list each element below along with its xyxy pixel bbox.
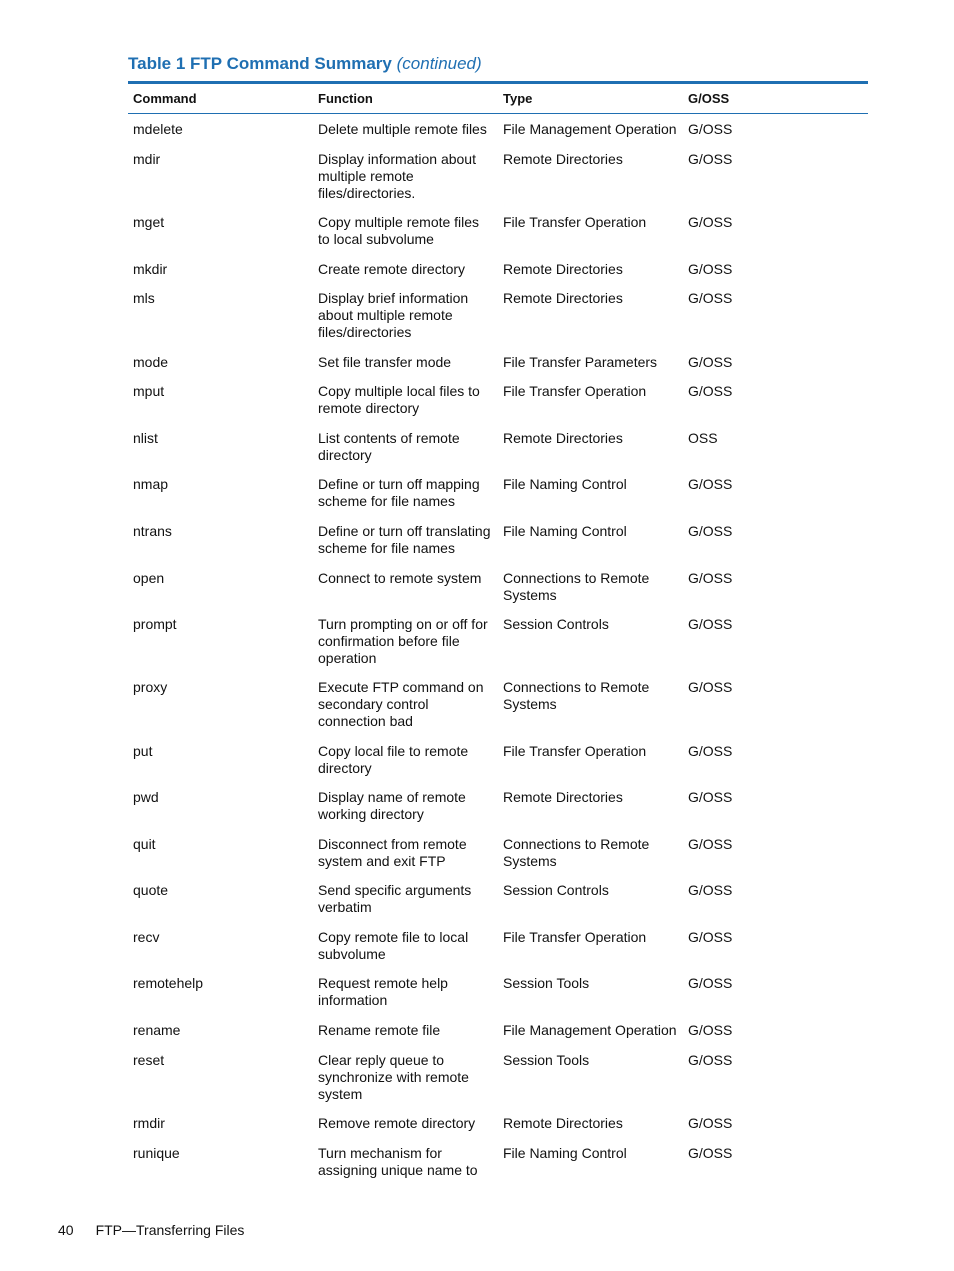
cell-function: Set file transfer mode [318, 354, 452, 370]
cell-type: Session Tools [503, 975, 590, 991]
cell-type: Connections to Remote Systems [503, 836, 650, 869]
cell-type: File Transfer Parameters [503, 354, 658, 370]
cell-command: quit [133, 836, 156, 852]
cell-type: Remote Directories [503, 430, 623, 446]
table-row [128, 476, 868, 523]
header-function: Function [318, 91, 373, 106]
cell-goss: G/OSS [688, 836, 733, 852]
table-row [128, 743, 868, 789]
cell-goss: G/OSS [688, 975, 733, 991]
cell-goss: G/OSS [688, 354, 733, 370]
table-row [128, 261, 868, 290]
cell-function: Copy multiple local files to remote directory [318, 383, 480, 416]
table-row [128, 151, 868, 214]
section-title: FTP—Transferring Files [95, 1222, 245, 1238]
cell-function: Define or turn off mapping scheme for file names [318, 476, 480, 509]
table-row [128, 1052, 868, 1115]
cell-function: Request remote help information [318, 975, 448, 1008]
cell-command: ntrans [133, 523, 172, 539]
cell-command: nmap [133, 476, 169, 492]
header-goss: G/OSS [688, 91, 730, 106]
cell-type: Session Controls [503, 882, 609, 898]
table-caption [128, 54, 482, 74]
cell-goss: G/OSS [688, 929, 733, 945]
cell-type: Remote Directories [503, 261, 623, 277]
header-command: Command [133, 91, 197, 106]
cell-goss: G/OSS [688, 679, 733, 695]
cell-goss: G/OSS [688, 882, 733, 898]
cell-goss: G/OSS [688, 121, 733, 137]
cell-function: Clear reply queue to synchronize with remote system [318, 1052, 469, 1102]
page-footer [58, 1222, 244, 1238]
cell-type: Connections to Remote Systems [503, 570, 650, 603]
cell-goss: G/OSS [688, 523, 733, 539]
page-number: 40 [58, 1222, 74, 1238]
cell-function: Rename remote file [318, 1022, 441, 1038]
table-row [128, 789, 868, 836]
cell-function: Disconnect from remote system and exit FTP [318, 836, 467, 869]
table-row [128, 616, 868, 679]
cell-goss: G/OSS [688, 1022, 733, 1038]
cell-goss: G/OSS [688, 214, 733, 230]
cell-command: mode [133, 354, 169, 370]
table-row [128, 570, 868, 616]
cell-goss: G/OSS [688, 616, 733, 632]
cell-command: mkdir [133, 261, 168, 277]
cell-command: mdelete [133, 121, 183, 137]
table-row [128, 975, 868, 1022]
table-row [128, 1145, 868, 1185]
cell-command: remotehelp [133, 975, 204, 991]
cell-type: Remote Directories [503, 151, 623, 167]
cell-goss: G/OSS [688, 1115, 733, 1131]
table-row [128, 1115, 868, 1145]
cell-command: nlist [133, 430, 158, 446]
cell-command: proxy [133, 679, 168, 695]
cell-command: pwd [133, 789, 159, 805]
cell-type: File Transfer Operation [503, 929, 647, 945]
cell-type: Remote Directories [503, 789, 623, 805]
cell-function: Delete multiple remote files [318, 121, 487, 137]
cell-command: put [133, 743, 153, 759]
cell-type: Connections to Remote Systems [503, 679, 650, 712]
cell-command: quote [133, 882, 169, 898]
cell-command: mput [133, 383, 165, 399]
cell-type: File Naming Control [503, 476, 627, 492]
table-row [128, 430, 868, 476]
cell-function: Display brief information about multiple remote files/directories [318, 290, 469, 340]
cell-goss: G/OSS [688, 743, 733, 759]
cell-function: Connect to remote system [318, 570, 482, 586]
cell-command: recv [133, 929, 160, 945]
cell-function: Copy remote file to local subvolume [318, 929, 469, 962]
table-header-rule [128, 113, 868, 114]
cell-type: Session Controls [503, 616, 609, 632]
table-row [128, 214, 868, 261]
cell-function: Create remote directory [318, 261, 466, 277]
cell-function: Copy multiple remote files to local subvolume [318, 214, 480, 247]
cell-function: Send specific arguments verbatim [318, 882, 472, 915]
table-row [128, 679, 868, 743]
cell-command: mget [133, 214, 165, 230]
table-row [128, 354, 868, 383]
header-type: Type [503, 91, 533, 106]
table-body [128, 121, 868, 1185]
cell-command: open [133, 570, 165, 586]
cell-goss: G/OSS [688, 383, 733, 399]
cell-function: Remove remote directory [318, 1115, 476, 1131]
cell-goss: G/OSS [688, 570, 733, 586]
table-row [128, 1022, 868, 1052]
cell-goss: G/OSS [688, 789, 733, 805]
cell-goss: G/OSS [688, 151, 733, 167]
cell-goss: OSS [688, 430, 718, 446]
cell-command: rename [133, 1022, 181, 1038]
cell-type: Session Tools [503, 1052, 590, 1068]
table-top-rule [128, 81, 868, 84]
cell-function: Display information about multiple remote files/directories. [318, 151, 476, 201]
table-row [128, 523, 868, 570]
table-title: Table 1 FTP Command Summary [128, 54, 392, 73]
cell-type: File Naming Control [503, 1145, 627, 1161]
cell-function: Turn mechanism for assigning unique name to [318, 1145, 478, 1178]
table-row [128, 929, 868, 975]
cell-goss: G/OSS [688, 261, 733, 277]
table-row [128, 882, 868, 929]
cell-command: rmdir [133, 1115, 165, 1131]
cell-type: File Management Operation [503, 121, 677, 137]
cell-goss: G/OSS [688, 476, 733, 492]
cell-command: mls [133, 290, 155, 306]
cell-type: Remote Directories [503, 290, 623, 306]
cell-function: Copy local file to remote directory [318, 743, 469, 776]
cell-goss: G/OSS [688, 1052, 733, 1068]
cell-command: mdir [133, 151, 161, 167]
cell-type: File Transfer Operation [503, 383, 647, 399]
cell-type: File Management Operation [503, 1022, 677, 1038]
cell-command: reset [133, 1052, 165, 1068]
table-row [128, 383, 868, 430]
cell-type: File Transfer Operation [503, 743, 647, 759]
cell-function: Turn prompting on or off for confirmation before file operation [318, 616, 488, 666]
cell-function: Define or turn off translating scheme for file names [318, 523, 491, 556]
table-row [128, 836, 868, 882]
table-continued: (continued) [396, 54, 482, 73]
cell-goss: G/OSS [688, 1145, 733, 1161]
cell-function: List contents of remote directory [318, 430, 460, 463]
table-row [128, 121, 868, 151]
cell-command: runique [133, 1145, 180, 1161]
table-row [128, 290, 868, 354]
cell-type: Remote Directories [503, 1115, 623, 1131]
cell-goss: G/OSS [688, 290, 733, 306]
cell-function: Display name of remote working directory [318, 789, 466, 822]
cell-type: File Naming Control [503, 523, 627, 539]
cell-type: File Transfer Operation [503, 214, 647, 230]
table-header [128, 91, 868, 111]
cell-function: Execute FTP command on secondary control connection bad [318, 679, 484, 729]
cell-command: prompt [133, 616, 177, 632]
